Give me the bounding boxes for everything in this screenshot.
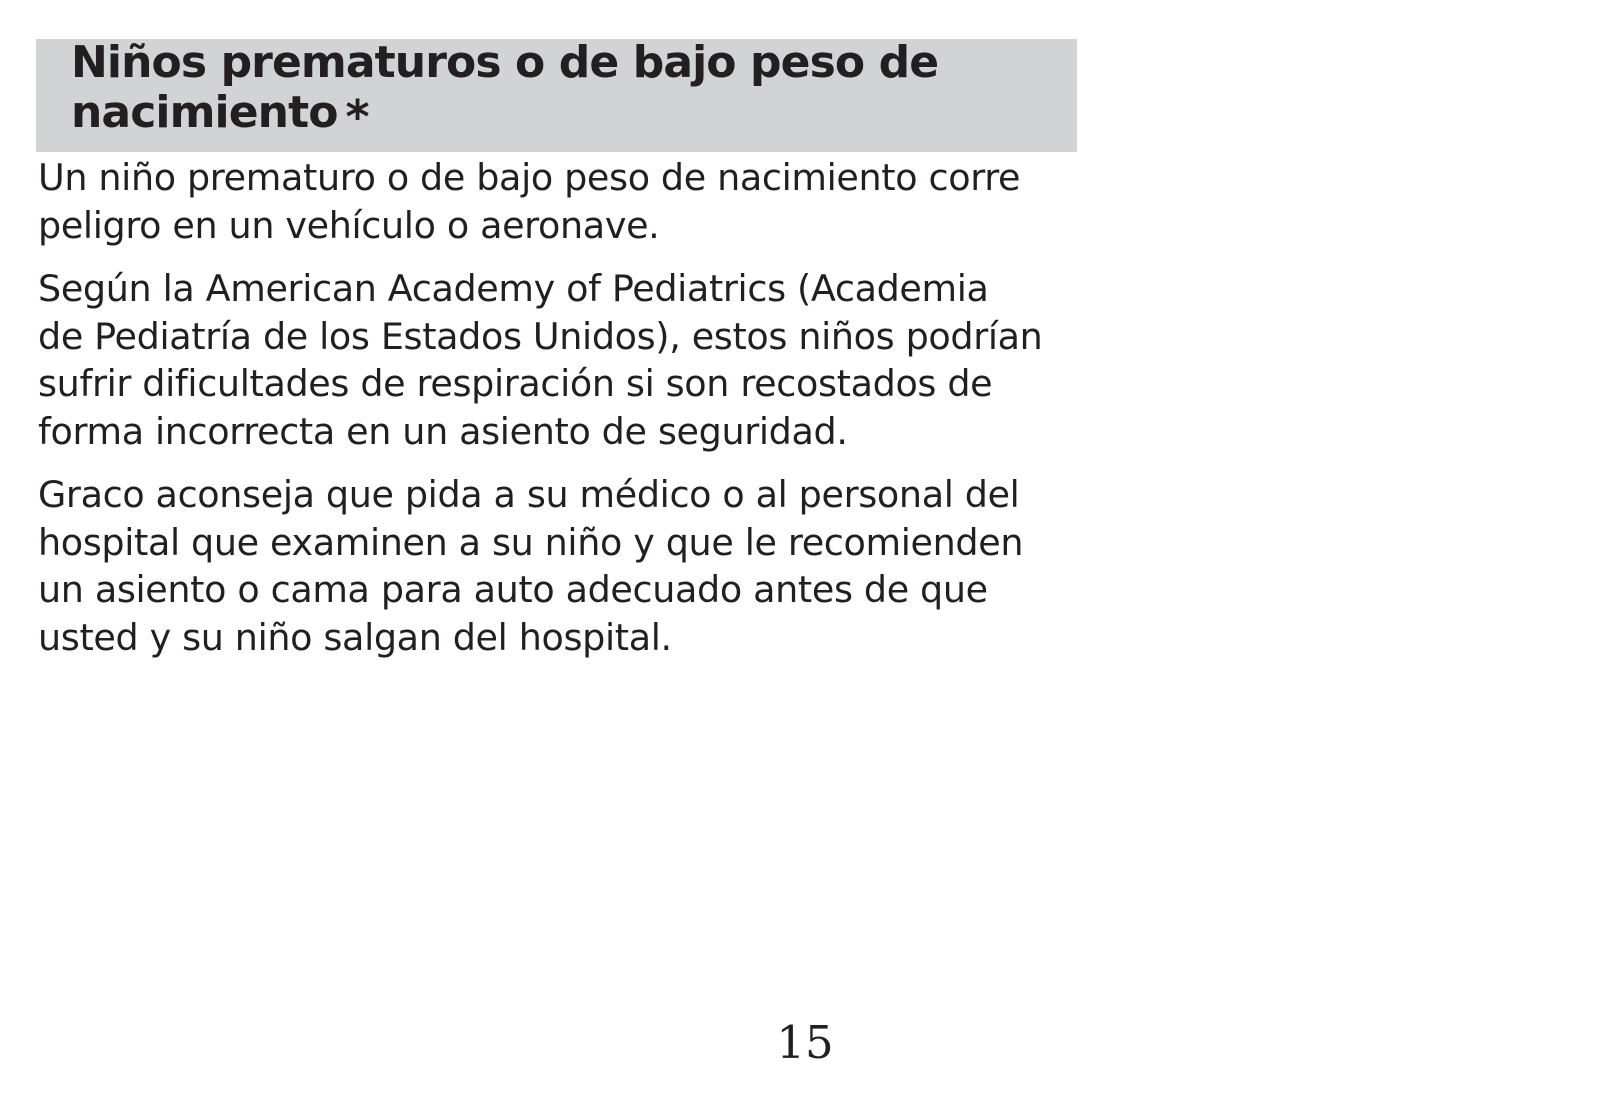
paragraph-line: forma incorrecta en un asiento de seguridad. xyxy=(38,409,848,453)
page-number: 15 xyxy=(776,1016,834,1069)
paragraph-aap xyxy=(38,265,1088,455)
section-heading-box xyxy=(36,39,1077,152)
paragraph-line: usted y su niño salgan del hospital. xyxy=(38,615,672,659)
asterisk-marker-icon: * xyxy=(345,90,369,144)
body-text xyxy=(38,154,1088,677)
section-title-line-1: Niños prematuros o de bajo peso de xyxy=(71,37,939,88)
paragraph-graco-advice xyxy=(38,471,1088,661)
paragraph-line: Un niño prematuro o de bajo peso de nacimiento corre xyxy=(38,156,1021,199)
paragraph-line: un asiento o cama para auto adecuado antes de que xyxy=(38,568,988,611)
paragraph-line: sufrir dificultades de respiración si son recostados de xyxy=(38,362,993,405)
paragraph-line: peligro en un vehículo o aeronave. xyxy=(38,203,660,247)
paragraph-line: Según la American Academy of Pediatrics (Academia xyxy=(38,267,989,310)
paragraph-line: hospital que examinen a su niño y que le recomienden xyxy=(38,520,1024,564)
section-title xyxy=(71,37,1077,144)
section-title-line-2-text: nacimiento xyxy=(71,87,338,138)
paragraph-line: de Pediatría de los Estados Unidos), estos niños podrían xyxy=(38,314,1043,358)
paragraph-line: Graco aconseja que pida a su médico o al personal del xyxy=(38,473,1020,516)
paragraph-intro xyxy=(38,154,1088,249)
section-title-line-2 xyxy=(71,87,1077,144)
